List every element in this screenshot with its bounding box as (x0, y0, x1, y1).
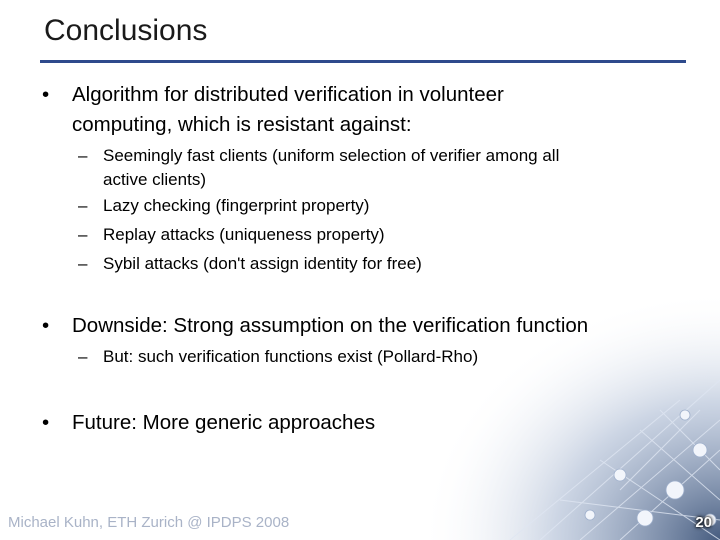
dash-icon: – (78, 146, 88, 165)
sub-bullet-text-line: Lazy checking (fingerprint property) (103, 196, 370, 215)
dash-icon: – (78, 225, 88, 244)
sub-bullet-text-line: Seemingly fast clients (uniform selection of verifier among all (103, 146, 560, 165)
bullet-text-line: computing, which is resistant against: (72, 113, 412, 136)
sub-bullet-text-line: But: such verification functions exist (Pollard-Rho) (103, 347, 479, 366)
bullet-icon: • (42, 314, 50, 337)
sub-bullet-text-line: Sybil attacks (don't assign identity for free) (103, 254, 422, 273)
title-divider (40, 60, 686, 63)
slide-title: Conclusions (44, 14, 208, 47)
sub-bullet-text-line: Replay attacks (uniqueness property) (103, 225, 385, 244)
dash-icon: – (78, 254, 88, 273)
sub-bullet-text-line: active clients) (103, 170, 206, 189)
page-number: 20 (695, 514, 712, 531)
bullet-icon: • (42, 83, 50, 106)
bullet-text-line: Downside: Strong assumption on the verification function (72, 314, 589, 337)
dash-icon: – (78, 347, 88, 366)
footer-text: Michael Kuhn, ETH Zurich @ IPDPS 2008 (8, 514, 290, 531)
dash-icon: – (78, 196, 88, 215)
bullet-text-line: Algorithm for distributed verification in volunteer (72, 83, 504, 106)
bullet-icon: • (42, 411, 50, 434)
bullet-text-line: Future: More generic approaches (72, 411, 376, 434)
